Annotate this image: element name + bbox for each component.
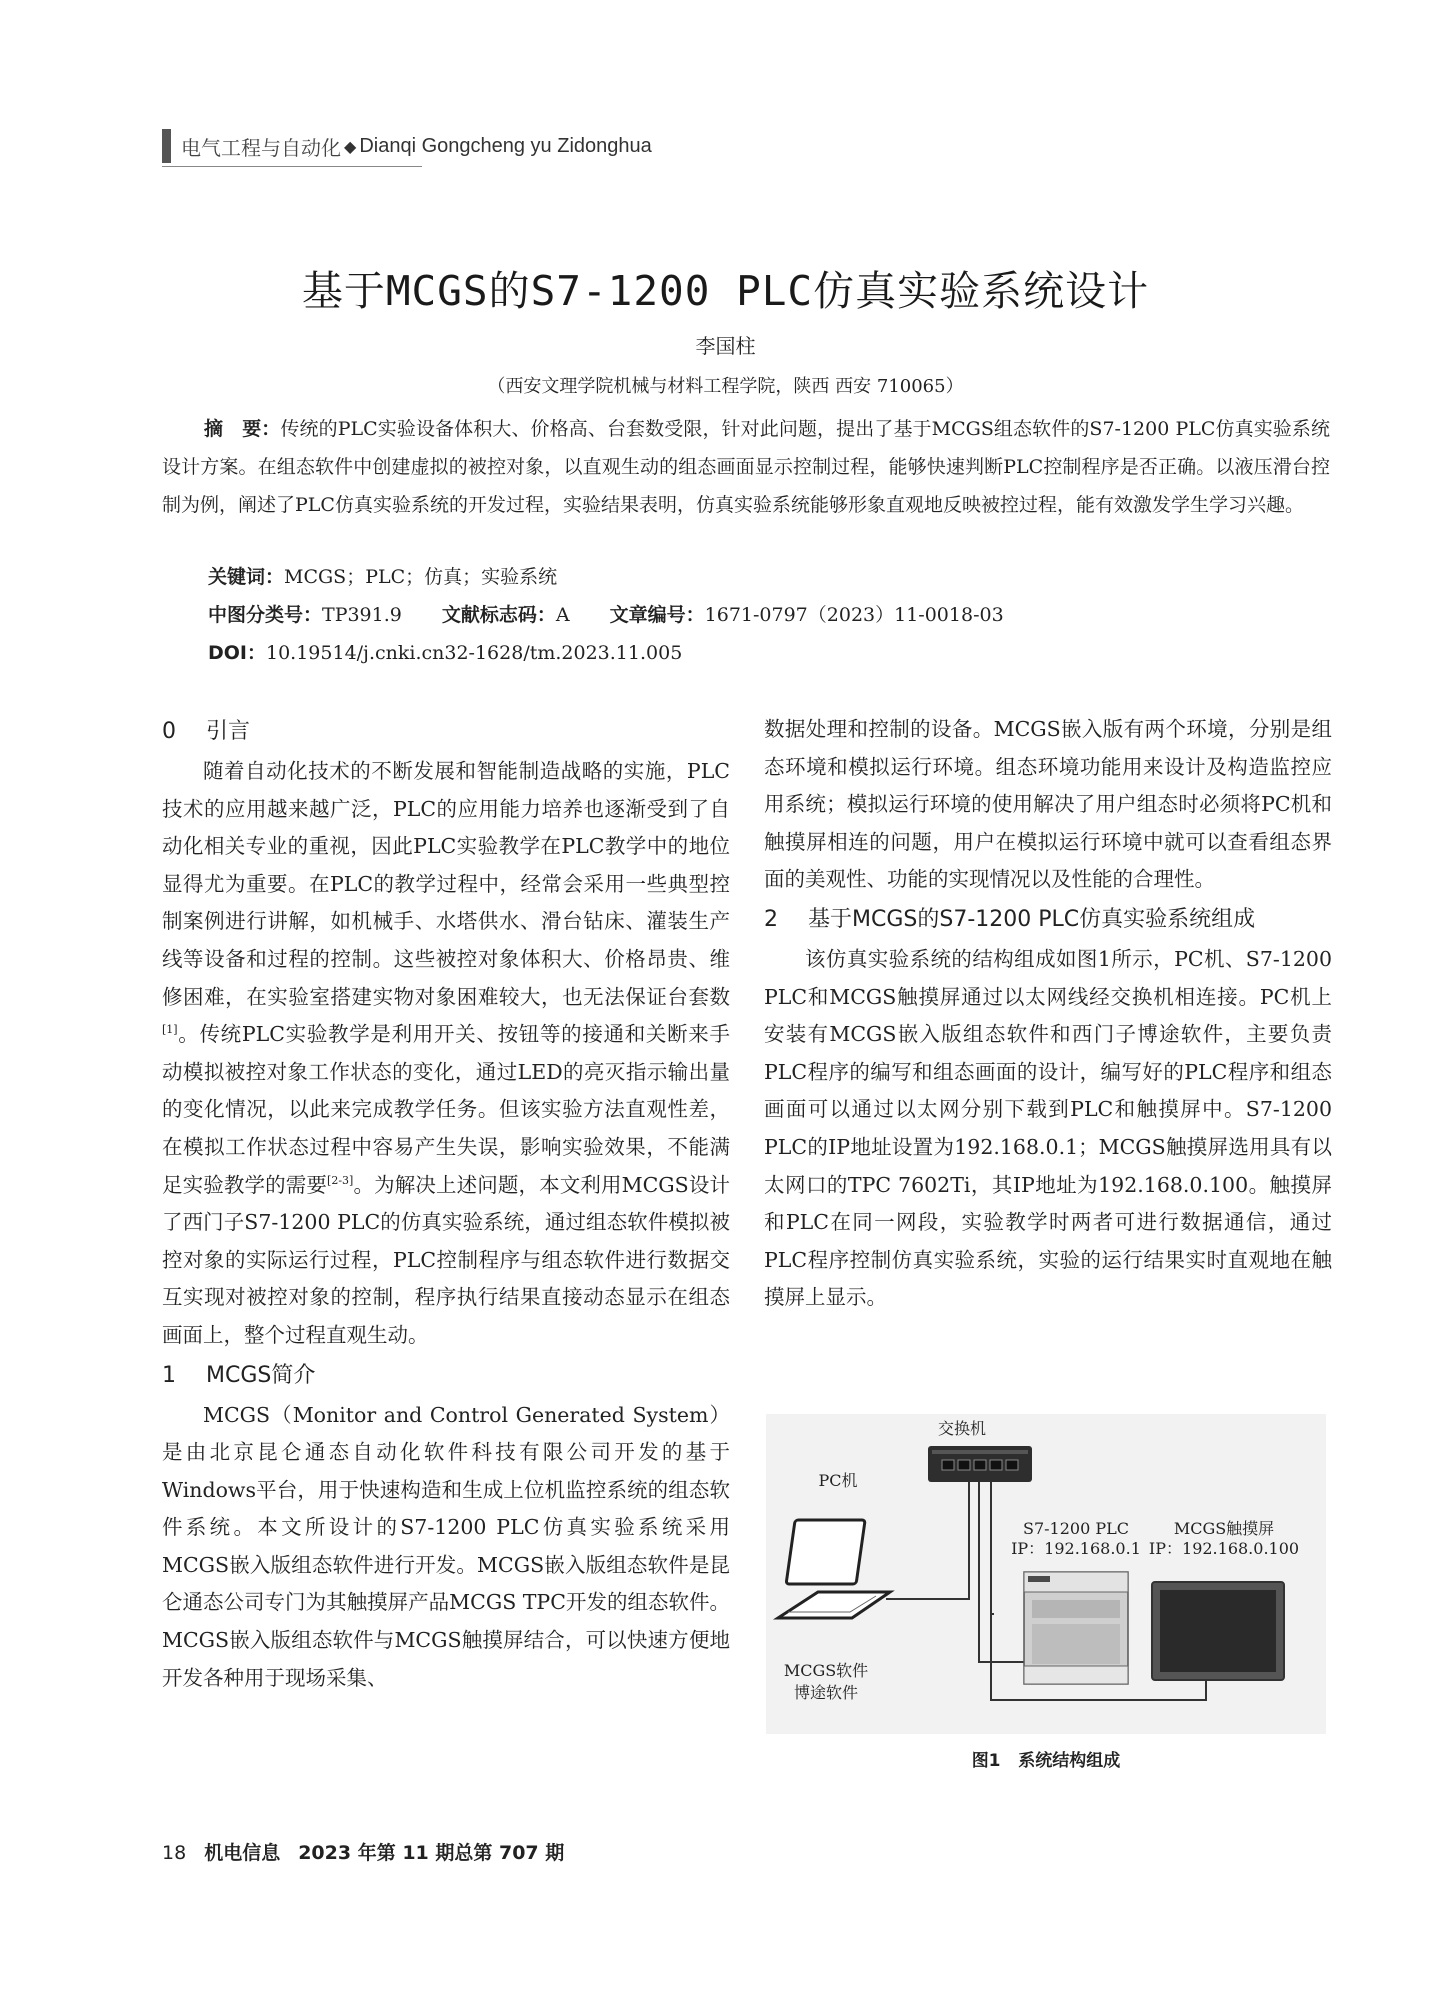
abstract — [162, 410, 1330, 524]
figure-number: 图1 — [971, 1751, 1001, 1771]
switch-icon — [928, 1446, 1032, 1482]
figure-system-structure — [766, 1414, 1326, 1734]
mcgs-paragraph: MCGS（Monitor and Control Generated System）是由北京昆仑通态自动化软件科技有限公司开发的基于Windows平台，用于快速构造和生成上位机监控系统的组态软件系统。本文所设计的S7-1200 PLC仿真实验系统采用MCGS嵌入版组态软件进行开发。MCGS嵌入版组态软件是昆仑通态公司专门为其触摸屏产品MCGS TPC开发的组态软件。MCGS嵌入版组态软件与MCGS触摸屏结合，可以快速方便地开发各种用于现场采集、 — [162, 1402, 730, 1690]
intro-text-1: 随着自动化技术的不断发展和智能制造战略的实施，PLC技术的应用越来越广泛，PLC的应用能力培养也逐渐受到了自动化相关专业的重视，因此PLC实验教学在PLC教学中的地位显得尤为重要。在PLC的教学过程中，经常会采用一些典型控制案例进行讲解，如机械手、水塔供水、滑台钻床、灌装生产线等设备和过程的控制。这些被控对象体积大、价格昂贵、维修困难，在实验室搭建实物对象困难较大，也无法保证台套数 — [162, 759, 730, 1009]
clc-label: 中图分类号： — [208, 604, 323, 626]
running-head-cn: 电气工程与自动化 — [181, 135, 341, 160]
clc-value: TP391.9 — [322, 604, 402, 626]
software-label-2: 博途软件 — [793, 1683, 859, 1702]
section-heading-2 — [764, 900, 1332, 940]
doi — [162, 634, 1330, 672]
classification — [162, 596, 1330, 634]
doc-code-label: 文献标志码： — [441, 604, 556, 626]
keywords-text: MCGS；PLC；仿真；实验系统 — [284, 566, 558, 588]
pc-label: PC机 — [818, 1471, 858, 1490]
plc-label: S7-1200 PLC — [1023, 1519, 1129, 1538]
running-head-bar — [162, 129, 171, 163]
intro-paragraph — [162, 753, 730, 1355]
article-number-value: 1671-0797（2023）11-0018-03 — [704, 604, 1004, 626]
intro-text-3: 。为解决上述问题，本文利用MCGS设计了西门子S7-1200 PLC的仿真实验系统，通过组态软件模拟被控对象的实际运行过程，PLC控制程序与组态软件进行数据交互实现对被控对象的控制，程序执行结果直接动态显示在组态画面上，整个过程直观生动。 — [162, 1172, 730, 1347]
running-head-en: Dianqi Gongcheng yu Zidonghua — [359, 134, 652, 157]
figure-caption-text: 系统结构组成 — [1018, 1751, 1121, 1771]
citation: [1] — [162, 1023, 178, 1037]
citation: [2-3] — [327, 1173, 354, 1187]
cable-plc — [979, 1474, 1031, 1662]
section-number: 0 — [162, 719, 176, 744]
abstract-text: 传统的PLC实验设备体积大、价格高、台套数受限，针对此问题，提出了基于MCGS组态软件的S7-1200 PLC仿真实验系统设计方案。在组态软件中创建虚拟的被控对象，以直观生动的组态画面显示控制过程，能够快速判断PLC控制程序是否正确。以液压滑台控制为例，阐述了PLC仿真实验系统的开发过程，实验结果表明，仿真实验系统能够形象直观地反映被控过程，能有效激发学生学习兴趣。 — [162, 418, 1330, 516]
keywords-label: 关键词： — [208, 566, 285, 588]
section-heading-0 — [162, 712, 730, 752]
article-number-label: 文章编号： — [609, 604, 705, 626]
section-title: 引言 — [206, 719, 251, 744]
issue-info: 2023 年第 11 期总第 707 期 — [298, 1842, 565, 1864]
paper-title: 基于MCGS的S7-1200 PLC仿真实验系统设计 — [301, 267, 1150, 315]
hmi-ip: IP：192.168.0.100 — [1148, 1539, 1300, 1558]
author: 李国柱 — [695, 334, 756, 358]
cable-pc — [886, 1474, 969, 1599]
mcgs-paragraph-continued: 数据处理和控制的设备。MCGS嵌入版有两个环境，分别是组态环境和模拟运行环境。组态环境功能用来设计及构造监控应用系统；模拟运行环境的使用解决了用户组态时必须将PC机和触摸屏相连的问题，用户在模拟运行环境中就可以查看组态界面的美观性、功能的实现情况以及性能的合理性。 — [764, 717, 1332, 892]
doi-label: DOI： — [208, 642, 266, 664]
section-number: 1 — [162, 1362, 176, 1388]
doi-value: 10.19514/j.cnki.cn32-1628/tm.2023.11.005 — [266, 642, 683, 664]
page-number: 18 — [162, 1842, 187, 1864]
running-head — [162, 128, 652, 164]
abstract-label: 摘 要： — [204, 418, 281, 440]
journal-name: 机电信息 — [204, 1842, 281, 1864]
intro-text-2: 。传统PLC实验教学是利用开关、按钮等的接通和关断来手动模拟被控对象工作状态的变化，通过LED的亮灭指示输出量的变化情况，以此来完成教学任务。但该实验方法直观性差，在模拟工作状态过程中容易产生失误，影响实验效果，不能满足实验教学的需要 — [162, 1022, 730, 1197]
doc-code-value: A — [555, 604, 570, 626]
plc-ip: IP：192.168.0.1 — [1011, 1539, 1141, 1558]
hmi-label: MCGS触摸屏 — [1173, 1519, 1275, 1538]
software-label-1: MCGS软件 — [783, 1661, 869, 1680]
section-title: MCGS简介 — [206, 1362, 316, 1388]
plc-icon — [1024, 1572, 1128, 1684]
keywords — [162, 558, 1330, 596]
left-column — [162, 711, 730, 1697]
system-diagram — [766, 1414, 1326, 1734]
switch-label: 交换机 — [937, 1419, 987, 1438]
affiliation: （西安文理学院机械与材料工程学院，陕西 西安 710065） — [487, 376, 964, 397]
diamond-icon: ◆ — [344, 136, 357, 156]
running-head-rule — [162, 166, 422, 167]
system-paragraph: 该仿真实验系统的结构组成如图1所示，PC机、S7-1200 PLC和MCGS触摸屏通过以太网线经交换机相连接。PC机上安装有MCGS嵌入版组态软件和西门子博途软件，主要负责PLC程序的编写和组态画面的设计，编写好的PLC程序和组态画面可以通过以太网分别下载到PLC和触摸屏中。S7-1200 PLC的IP地址设置为192.168.0.1；MCGS触摸屏选用具有以太网口的TPC 7602Ti，其IP地址为192.168.0.100。触摸屏和PLC在同一网段，实验教学时两者可进行数据通信，通过PLC程序控制仿真实验系统，实验的运行结果实时直观地在触摸屏上显示。 — [764, 946, 1332, 1310]
right-column — [764, 711, 1332, 1317]
touchscreen-icon — [1152, 1582, 1284, 1680]
page-footer — [162, 1838, 564, 1865]
laptop-icon — [778, 1520, 890, 1618]
section-number: 2 — [764, 906, 778, 932]
section-heading-1 — [162, 1356, 730, 1396]
section-title: 基于MCGS的S7-1200 PLC仿真实验系统组成 — [808, 906, 1256, 932]
figure-caption — [766, 1746, 1326, 1771]
